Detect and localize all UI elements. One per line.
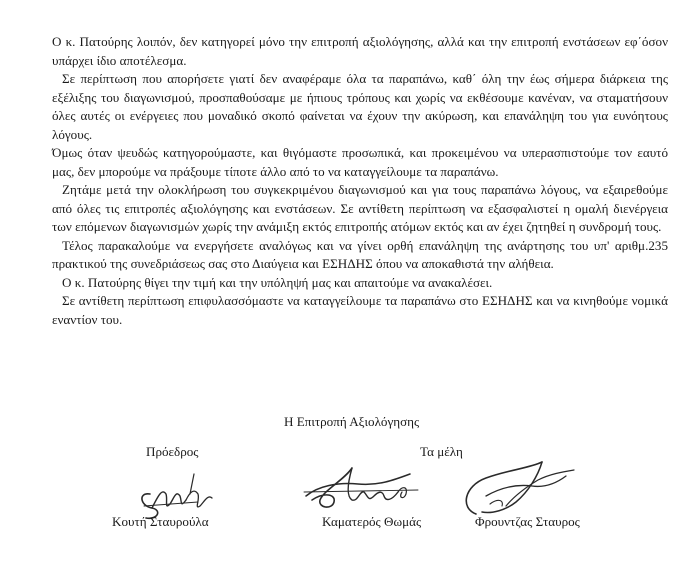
president-label: Πρόεδρος bbox=[146, 444, 199, 459]
paragraph-7: Σε αντίθετη περίπτωση επιφυλασσόμαστε να καταγγείλουμε τα παραπάνω στο ΕΣΗΔΗΣ και να κινηθούμε νομικά εναντίον του. bbox=[52, 293, 668, 327]
signature-member-2 bbox=[446, 456, 586, 520]
paragraph-4: Ζητάμε μετά την ολοκλήρωση του συγκεκριμένου διαγωνισμού και για τους παραπάνω λόγους, να εξαιρεθούμε από όλες τις επιτροπές αξιολόγησης και ενστάσεων. Σε αντίθετη περίπτωση να εξασφαλιστεί η ομαλή διενέργεια των επόμενων διαγωνισμών χωρίς την ανάμιξη εκτός επιτροπής ατόμων εκτός και αν έχει ζητηθεί η συνδρομή τους. bbox=[52, 182, 668, 234]
signer-name-member-2: Φρουντζας Σταυρος bbox=[475, 514, 580, 529]
signer-name-member-1: Καματερός Θωμάς bbox=[322, 514, 422, 529]
letter-body bbox=[52, 33, 668, 329]
paragraph-5: Τέλος παρακαλούμε να ενεργήσετε αναλόγως και να γίνει ορθή επανάληψη της ανάρτησης του υπ' αριθμ.235 πρακτικού της συνεδριάσεως σας στο Διαύγεια και ΕΣΗΔΗΣ όπου να αποκαθιστά την αλήθεια. bbox=[52, 237, 668, 271]
paragraph-1: Ο κ. Πατούρης λοιπόν, δεν κατηγορεί μόνο την επιτροπή αξιολόγησης, αλλά και την επιτροπή ενστάσεων εφ΄όσον υπάρχει ίδιο αποτέλεσμα. bbox=[52, 34, 668, 68]
paragraph-6: Ο κ. Πατούρης θίγει την τιμή και την υπόληψή μας και απαιτούμε να ανακαλέσει. bbox=[62, 274, 493, 290]
paragraph-2: Σε περίπτωση που απορήσετε γιατί δεν αναφέραμε όλα τα παραπάνω, καθ΄ όλη την έως σήμερα διάρκεια της εξέλιξης του διαγωνισμού, προσπαθούσαμε με ήπιους τρόπους και χωρίς να εκθέσουμε κανέναν, να σταματήσουν όλες αυτές οι ενέργειες που μοναδικό σκοπό φαίνεται να έχουν την ακύρωση, και επανάληψη του για ευνόητους λόγους. bbox=[52, 71, 668, 142]
signature-member-1 bbox=[298, 456, 428, 520]
committee-title: Η Επιτροπή Αξιολόγησης bbox=[284, 414, 420, 429]
signer-name-president: Κουτή Σταυρούλα bbox=[112, 514, 209, 529]
members-label: Τα μέλη bbox=[420, 444, 463, 459]
paragraph-3: Όμως όταν ψευδώς κατηγορούμαστε, και θιγόμαστε προσωπικά, και προκειμένου να υπερασπιστούμε τον εαυτό μας, δεν μπορούμε να πράξουμε τίποτε άλλο από το να καταγγείλουμε τα παραπάνω. bbox=[52, 145, 668, 179]
